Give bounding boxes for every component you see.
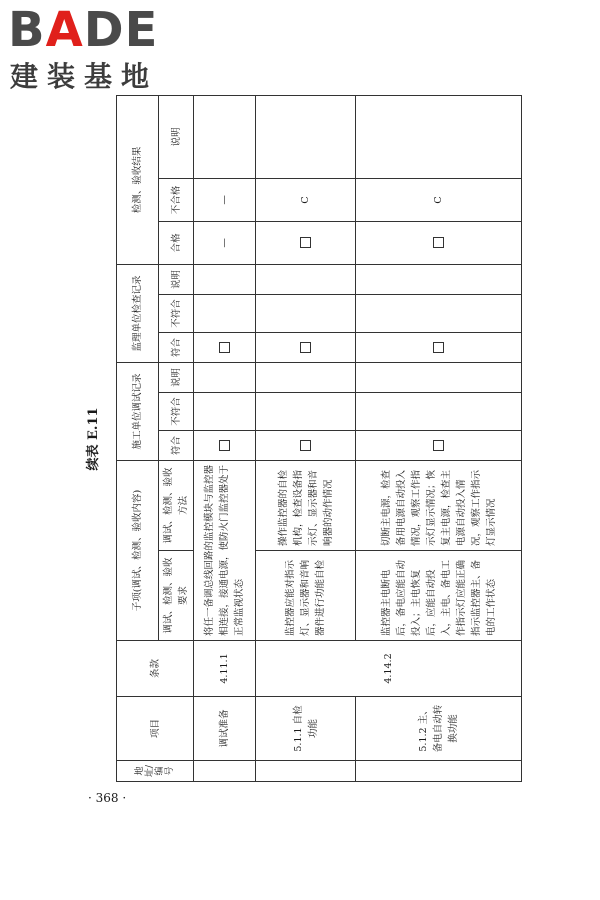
header-pass: 合格 (159, 221, 194, 264)
row-method: 操作监控器的自检机构，检查设备指示灯、显示器和音响器的动作情况 (256, 460, 356, 550)
header-comply-2: 符合 (159, 332, 194, 362)
header-item: 项目 (117, 697, 194, 761)
pass-dash: — (194, 221, 256, 264)
header-not-comply-1: 不符合 (159, 392, 194, 430)
logo-wordmark: BADE (8, 2, 159, 58)
fail-dash: — (194, 178, 256, 221)
comply-checkbox[interactable] (433, 440, 444, 451)
header-sub-item: 子项(调试、检测、验收内容) (117, 460, 159, 640)
header-method: 调试、检测、验收方法 (159, 460, 194, 550)
header-note-3: 说明 (159, 95, 194, 178)
comply-checkbox[interactable] (300, 440, 311, 451)
page-number: · 368 · (88, 791, 127, 805)
comply-checkbox[interactable] (219, 440, 230, 451)
table-row (194, 95, 256, 781)
row-req: 监控器应能对指示灯、显示器和音响器件进行功能自检 (256, 551, 356, 641)
pass-checkbox[interactable] (433, 237, 444, 248)
comply-checkbox[interactable] (433, 342, 444, 353)
header-fail: 不合格 (159, 178, 194, 221)
header-install-unit: 施工单位调试记录 (117, 362, 159, 460)
row-clause: 4.14.2 (256, 641, 522, 697)
header-note-2: 说明 (159, 264, 194, 294)
row-clause: 4.11.1 (194, 641, 256, 697)
header-comply-1: 符合 (159, 430, 194, 460)
table-row (256, 95, 356, 781)
row-item: 5.1.2 主、备电自动转换功能 (356, 697, 522, 761)
header-inspection: 检测、验收结果 (117, 95, 159, 264)
fail-mark: C (356, 178, 522, 221)
row-item: 调试准备 (194, 697, 256, 761)
rotated-table-block (86, 96, 508, 782)
header-req: 调试、检测、验收要求 (159, 551, 194, 641)
header-note-1: 说明 (159, 362, 194, 392)
header-not-comply-2: 不符合 (159, 294, 194, 332)
inspection-table (116, 95, 522, 782)
header-supervise-unit: 监理单位检查记录 (117, 264, 159, 362)
header-clause: 条款 (117, 641, 194, 697)
row-req: 监控器主电断电后，备电应能自动投入；主电恢复后，应能自动投入，主电、备电工作指示灯应能正确指示监控器主、备电的工作状态 (356, 551, 522, 641)
pass-checkbox[interactable] (300, 237, 311, 248)
row-method: 切断主电源，检查备用电源自动投入情况，观察工作指示灯显示情况；恢复主电源，检查主电源自动投入情况，观察工作指示灯显示情况 (356, 460, 522, 550)
comply-checkbox[interactable] (300, 342, 311, 353)
table-caption: 续表 E.11 (86, 407, 101, 471)
row-item: 5.1.1 自检功能 (256, 697, 356, 761)
header-address: 地址/编号 (117, 761, 194, 782)
brand-logo (8, 2, 188, 93)
row-content: 将任一备调总线回路的监控模块与监控器相连接，接通电源，使防火门监控器处于正常监视状态 (194, 460, 256, 640)
comply-checkbox[interactable] (219, 342, 230, 353)
fail-mark: C (256, 178, 356, 221)
logo-subtitle: 建装基地 (10, 60, 159, 93)
